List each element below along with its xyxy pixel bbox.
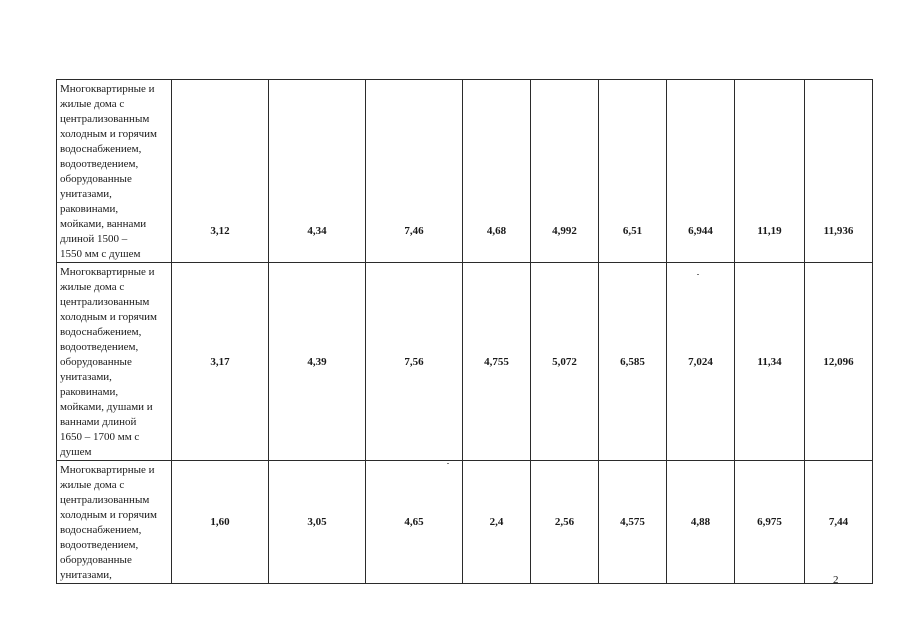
value-cell: 4,575	[599, 461, 667, 584]
value-cell: 7,56	[366, 263, 463, 461]
norms-table	[56, 79, 873, 584]
table-row	[57, 80, 873, 263]
value-cell: 7,46	[366, 80, 463, 263]
value-cell: 5,072	[531, 263, 599, 461]
row-description: Многоквартирные и жилые дома с централизованным холодным и горячим водоснабжением, водоотведением, оборудованные унитазами, раковинами, мойками, ваннами длиной 1500 – 1550 мм с душем	[57, 80, 172, 263]
value-cell: 7,44	[805, 461, 873, 584]
value-cell: 6,975	[735, 461, 805, 584]
value-cell: 11,19	[735, 80, 805, 263]
row-description: Многоквартирные и жилые дома с централизованным холодным и горячим водоснабжением, водоотведением, оборудованные унитазами,	[57, 461, 172, 584]
value-cell: 4,88	[667, 461, 735, 584]
value-cell: 2,4	[463, 461, 531, 584]
row-description: Многоквартирные и жилые дома с централизованным холодным и горячим водоснабжением, водоотведением, оборудованные унитазами, раковинами, мойками, душами и ваннами длиной 1650 – 1700 мм с душем	[57, 263, 172, 461]
value-cell: 6,944	[667, 80, 735, 263]
value-cell: 11,34	[735, 263, 805, 461]
value-cell: 1,60	[172, 461, 269, 584]
scan-speck	[697, 274, 699, 275]
value-cell: 2,56	[531, 461, 599, 584]
value-cell: 7,024	[667, 263, 735, 461]
value-cell: 6,51	[599, 80, 667, 263]
value-cell: 4,68	[463, 80, 531, 263]
value-cell: 4,65	[366, 461, 463, 584]
value-cell: 11,936	[805, 80, 873, 263]
table-row	[57, 263, 873, 461]
value-cell: 4,34	[269, 80, 366, 263]
value-cell: 6,585	[599, 263, 667, 461]
value-cell: 4,992	[531, 80, 599, 263]
value-cell: 3,12	[172, 80, 269, 263]
table-row	[57, 461, 873, 584]
value-cell: 3,05	[269, 461, 366, 584]
value-cell: 4,755	[463, 263, 531, 461]
value-cell: 3,17	[172, 263, 269, 461]
value-cell: 12,096	[805, 263, 873, 461]
value-cell: 4,39	[269, 263, 366, 461]
page-number: 2	[833, 574, 839, 586]
scan-speck	[447, 463, 449, 464]
